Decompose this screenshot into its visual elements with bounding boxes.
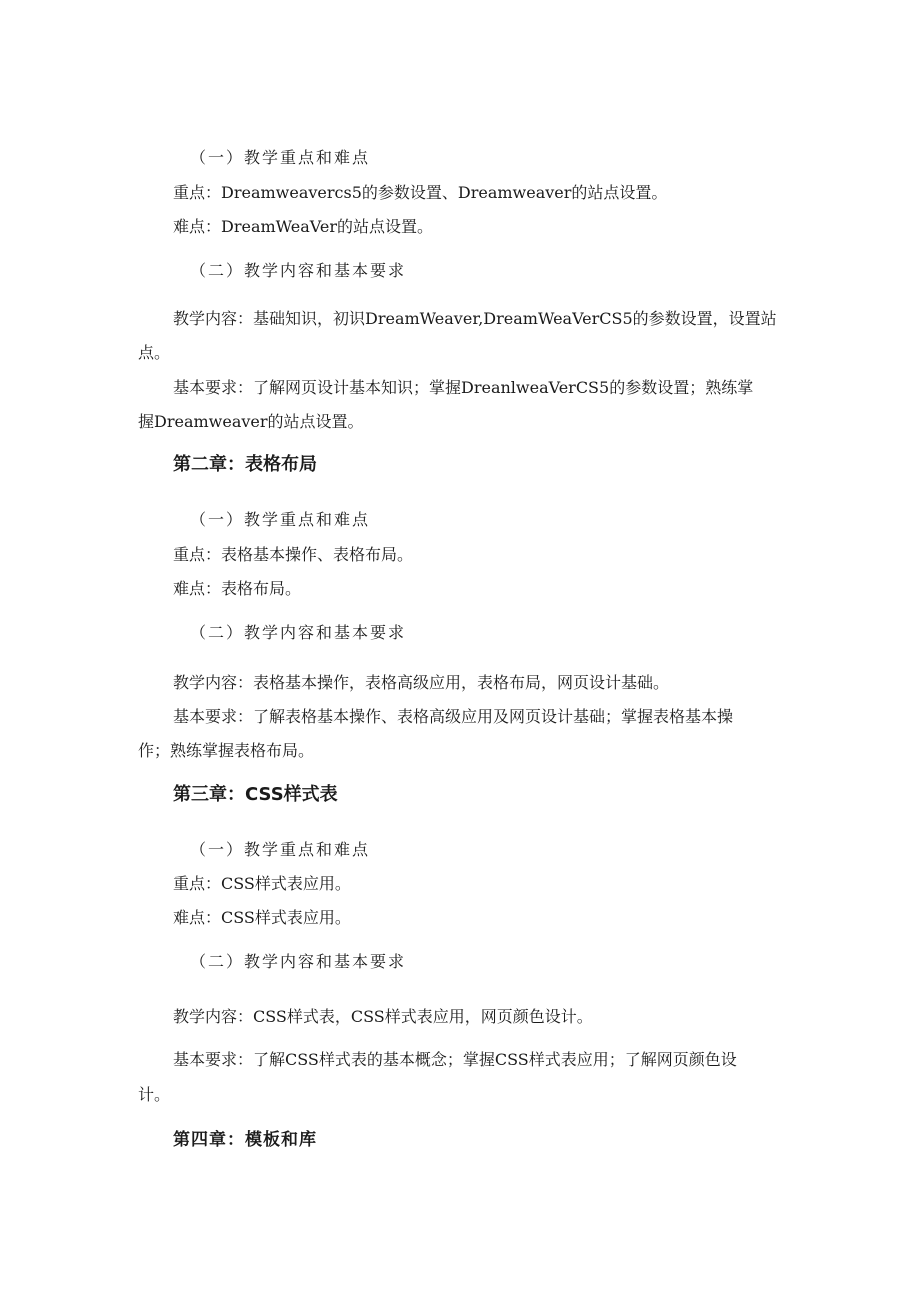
chapter2-key-point: 重点：表格基本操作、表格布局。 bbox=[173, 545, 414, 564]
section1-key-heading: （一）教学重点和难点 bbox=[190, 148, 371, 167]
section1-req-line2: 握Dreamweaver的站点设置。 bbox=[138, 412, 364, 431]
chapter2-difficult-point: 难点：表格布局。 bbox=[173, 579, 302, 598]
chapter2-key-heading: （一）教学重点和难点 bbox=[190, 510, 371, 529]
chapter3-difficult-point: 难点：CSS样式表应用。 bbox=[173, 908, 351, 927]
chapter3-content-heading: （二）教学内容和基本要求 bbox=[190, 952, 407, 971]
section1-difficult-point: 难点：DreamWeaVer的站点设置。 bbox=[173, 217, 434, 236]
section1-content-line2: 点。 bbox=[138, 343, 171, 362]
section1-content-heading: （二）教学内容和基本要求 bbox=[190, 261, 407, 280]
chapter2-req-line1: 基本要求：了解表格基本操作、表格高级应用及网页设计基础；掌握表格基本操 bbox=[173, 707, 734, 726]
chapter3-content-line1: 教学内容：CSS样式表，CSS样式表应用，网页颜色设计。 bbox=[173, 1007, 593, 1026]
chapter2-req-line2: 作；熟练掌握表格布局。 bbox=[138, 741, 315, 760]
chapter4-title: 第四章：模板和库 bbox=[173, 1130, 317, 1150]
chapter3-key-heading: （一）教学重点和难点 bbox=[190, 840, 371, 859]
section1-content-line1: 教学内容：基础知识，初识DreamWeaver,DreamWeaVerCS5的参数设置，设置站 bbox=[173, 309, 777, 328]
chapter2-title: 第二章：表格布局 bbox=[173, 454, 317, 475]
chapter3-req-line2: 计。 bbox=[138, 1085, 171, 1104]
chapter2-content-heading: （二）教学内容和基本要求 bbox=[190, 623, 407, 642]
chapter3-key-point: 重点：CSS样式表应用。 bbox=[173, 874, 351, 893]
chapter2-content-line1: 教学内容：表格基本操作，表格高级应用，表格布局，网页设计基础。 bbox=[173, 673, 670, 692]
section1-req-line1: 基本要求：了解网页设计基本知识；掌握DreanlweaVerCS5的参数设置；熟练掌 bbox=[173, 378, 754, 397]
chapter3-title: 第三章：CSS样式表 bbox=[173, 784, 338, 805]
section1-key-point: 重点：Dreamweavercs5的参数设置、Dreamweaver的站点设置。 bbox=[173, 183, 668, 202]
chapter3-req-line1: 基本要求：了解CSS样式表的基本概念；掌握CSS样式表应用；了解网页颜色设 bbox=[173, 1050, 737, 1069]
